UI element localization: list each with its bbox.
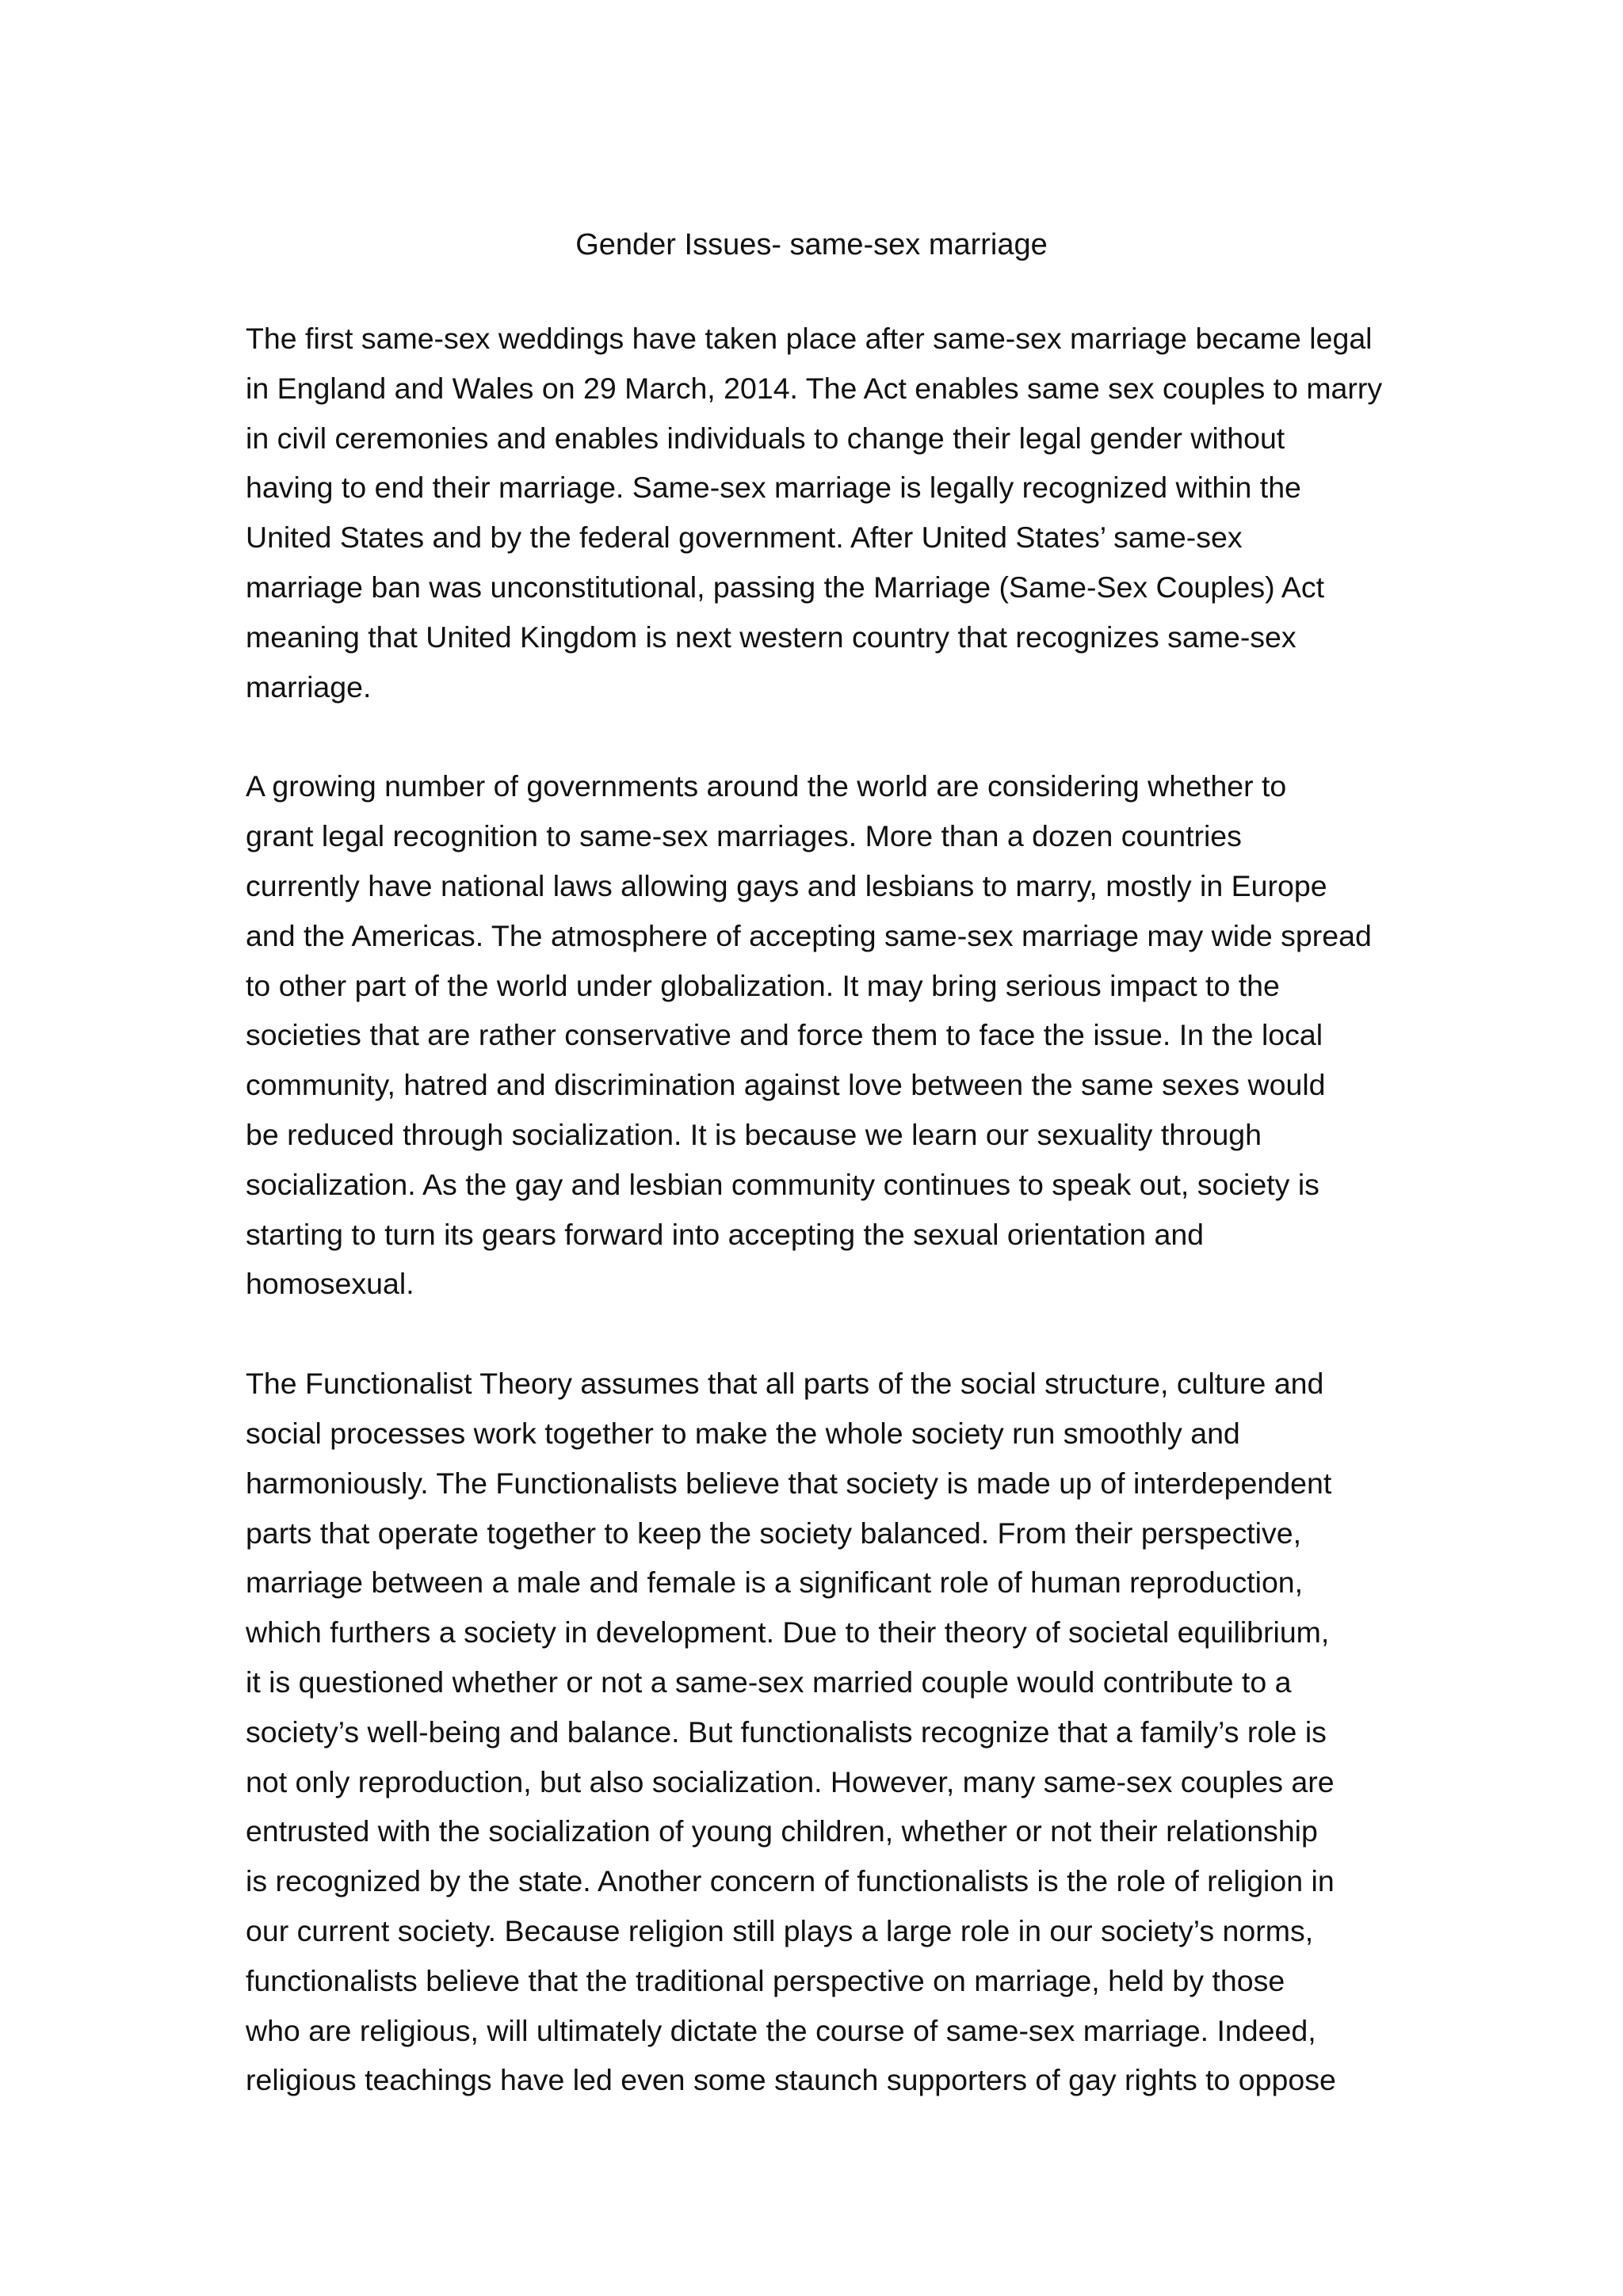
text-line: harmoniously. The Functionalists believe that society is made up of interdependent	[246, 1466, 1332, 1500]
text-line: meaning that United Kingdom is next western country that recognizes same-sex	[246, 620, 1296, 654]
text-line: socialization. As the gay and lesbian community continues to speak out, society is	[246, 1167, 1319, 1201]
text-line: it is questioned whether or not a same-sex married couple would contribute to a	[246, 1665, 1292, 1699]
text-line: The first same-sex weddings have taken place after same-sex marriage became legal	[246, 322, 1373, 355]
text-line: in civil ceremonies and enables individuals to change their legal gender without	[246, 421, 1285, 455]
text-line: functionalists believe that the traditional perspective on marriage, held by those	[246, 1963, 1285, 1997]
text-line: our current society. Because religion still plays a large role in our society’s norms,	[246, 1913, 1314, 1947]
text-line: marriage ban was unconstitutional, passing the Marriage (Same-Sex Couples) Act	[246, 570, 1325, 604]
text-line: in England and Wales on 29 March, 2014. The Act enables same sex couples to marry	[246, 371, 1383, 405]
text-line: A growing number of governments around the world are considering whether to	[246, 769, 1287, 803]
text-line: is recognized by the state. Another concern of functionalists is the role of religion in	[246, 1864, 1335, 1898]
text-line: grant legal recognition to same-sex marriages. More than a dozen countries	[246, 819, 1242, 853]
text-line: religious teachings have led even some staunch supporters of gay rights to oppose	[246, 2063, 1336, 2097]
text-line: United States and by the federal government. After United States’ same-sex	[246, 521, 1243, 555]
text-line: to other part of the world under globalization. It may bring serious impact to the	[246, 968, 1280, 1002]
text-line: society’s well-being and balance. But functionalists recognize that a family’s role is	[246, 1714, 1327, 1749]
text-line: The Functionalist Theory assumes that all parts of the social structure, culture and	[246, 1367, 1324, 1401]
text-line: not only reproduction, but also socialization. However, many same-sex couples are	[246, 1764, 1335, 1798]
paragraph-1	[246, 314, 1395, 711]
text-line: societies that are rather conservative and force them to face the issue. In the local	[246, 1018, 1323, 1052]
text-line: currently have national laws allowing gays and lesbians to marry, mostly in Europe	[246, 868, 1327, 902]
text-line: community, hatred and discrimination against love between the same sexes would	[246, 1068, 1326, 1102]
text-line: and the Americas. The atmosphere of accepting same-sex marriage may wide spread	[246, 918, 1372, 952]
text-line: marriage between a male and female is a significant role of human reproduction,	[246, 1566, 1304, 1600]
text-line: homosexual.	[246, 1267, 414, 1301]
text-line: be reduced through socialization. It is because we learn our sexuality through	[246, 1117, 1262, 1151]
text-line: who are religious, will ultimately dictate the course of same-sex marriage. Indeed,	[246, 2013, 1316, 2047]
paragraph-3	[246, 1359, 1395, 2105]
text-line: parts that operate together to keep the society balanced. From their perspective,	[246, 1516, 1302, 1550]
text-line: having to end their marriage. Same-sex marriage is legally recognized within the	[246, 471, 1301, 505]
text-line: starting to turn its gears forward into accepting the sexual orientation and	[246, 1217, 1205, 1251]
text-line: social processes work together to make the whole society run smoothly and	[246, 1416, 1240, 1450]
paragraph-2	[246, 761, 1395, 1309]
text-line: which furthers a society in development. Due to their theory of societal equilibrium,	[246, 1615, 1330, 1650]
document-title: Gender Issues- same-sex marriage	[575, 228, 1048, 261]
text-line: entrusted with the socialization of young children, whether or not their relationship	[246, 1814, 1318, 1848]
document-body	[246, 314, 1395, 2155]
text-line: marriage.	[246, 669, 372, 704]
